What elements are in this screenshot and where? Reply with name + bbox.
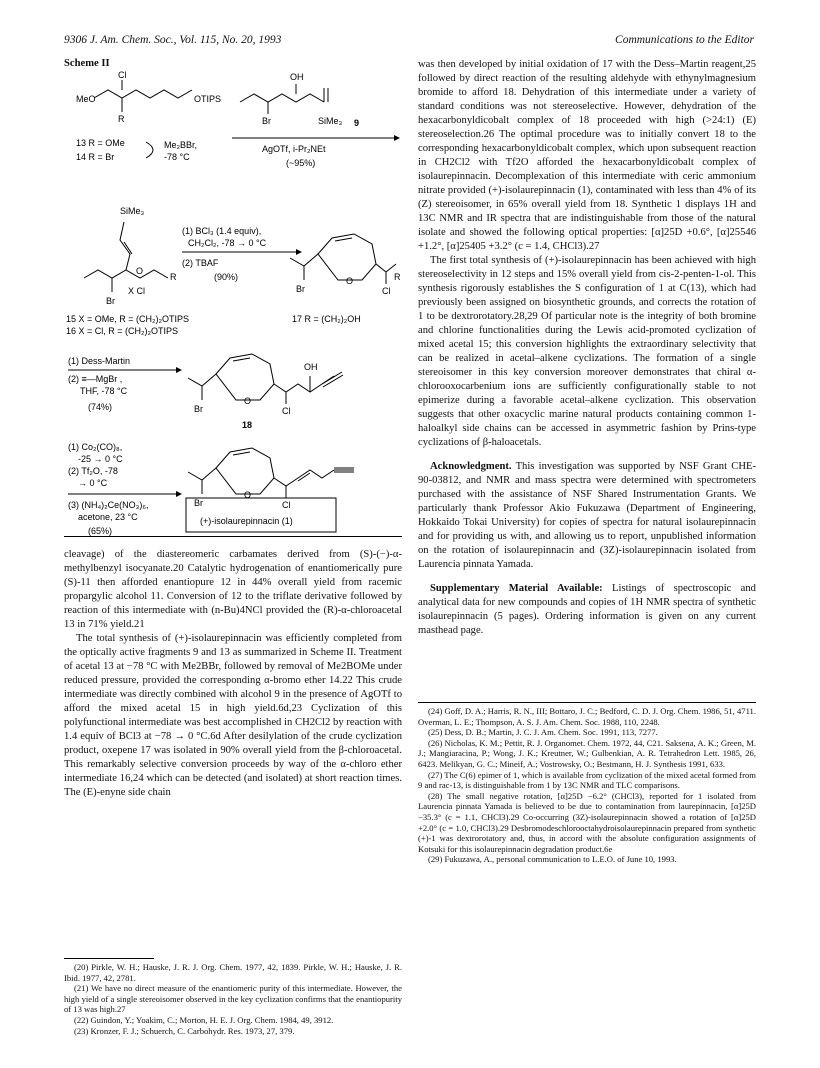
supplementary-title: Supplementary Material Available: bbox=[430, 583, 603, 594]
left-footnote-rule bbox=[64, 958, 154, 959]
reagent-acetone: acetone, 23 °C bbox=[78, 512, 138, 522]
structure-label-cl-18: Cl bbox=[282, 406, 291, 416]
right-column bbox=[418, 58, 756, 638]
structure-label-br-9: Br bbox=[262, 116, 271, 126]
structure-label-oh-18: OH bbox=[304, 362, 318, 372]
right-paragraph-1: was then developed by initial oxidation of 17 with the Dess–Martin reagent,25 followed by direct reaction of the resulting aldehyde with ethynylmagnesium bromide to afford 18. Dehydration of this intermediate under a variety of standard conditions was not stereoselective. However, dehydration of the hexacarbonyldicobalt complex of 18 proceeded with high (>24:1) (E) stereoselection.26 The optimal procedure was to initially convert 18 to the corresponding hexacarbonyldicobalt complex, which upon subsequent reaction in CH2Cl2 with Tf2O afforded the hexacarbonyldicobalt complex of isolaurepinnacin. Decomplexation of this intermediate with ceric ammonium nitrate provided (+)-isolaurepinnacin (1), contaminated with less than 4% of its (Z) stereoisomer, in 65% overall yield from 18. Synthetic 1 displays 1H and 13C NMR and IR spectra that are indistinguishable from those of the natural isolate and showed the following optical properties: [α]25D +0.6°, [α]25546 +1.2°, [α]25405 +3.2° (c = 1.4, CHCl3).27 bbox=[418, 59, 756, 252]
running-header-right: Communications to the Editor bbox=[615, 34, 754, 46]
reagent-temp-1: -78 °C bbox=[164, 152, 190, 162]
reagent-temp-4: -25 → 0 °C bbox=[78, 454, 123, 464]
acknowledgment bbox=[418, 460, 756, 572]
footnote-25: (25) Dess, D. B.; Martin, J. C. J. Am. Chem. Soc. 1991, 113, 7277. bbox=[428, 727, 658, 738]
right-footnote-rule bbox=[418, 702, 756, 703]
reagent-dess-martin: (1) Dess-Martin bbox=[68, 356, 131, 366]
structure-17 bbox=[290, 234, 396, 284]
compound-17-label: 17 R = (CH₂)₂OH bbox=[292, 314, 361, 324]
structure-label-r-17: R bbox=[394, 272, 401, 282]
scheme-bottom-rule bbox=[64, 536, 402, 537]
running-header-left: 9306 J. Am. Chem. Soc., Vol. 115, No. 20, 1993 bbox=[64, 34, 282, 46]
footnote-29: (29) Fukuzawa, A., personal communication to L.E.O. of June 10, 1993. bbox=[428, 854, 677, 865]
left-column bbox=[64, 548, 402, 800]
footnote-23: (23) Kronzer, F. J.; Schuerch, C. Carbohydr. Res. 1973, 27, 379. bbox=[74, 1025, 295, 1036]
reagent-me2bbr: Me₂BBr, bbox=[164, 140, 198, 150]
structure-label-o-final: O bbox=[244, 490, 252, 500]
structure-label-cl-17: Cl bbox=[382, 286, 391, 296]
structure-label-otips: OTIPS bbox=[194, 94, 222, 104]
structure-label-r: R bbox=[118, 114, 125, 124]
footnote-28: (28) The small negative rotation, [α]25D −6.2° (CHCl3), reported for 1 isolated from Laurencia pinnata Yamada is believed to be due to contamination from laurepinnacin, [α]25D −35.3° (c = 1.1, CHCl3).29 Co-occurring (3Z)-isolaurepinnacin showed a rotation of [α]25D +2.0° (c = 1.0, CHCl3).29 Desbromodeschlorooctahydroisolaurepinnacin prepared from synthetic (+)-1 was dextrorotatory and, thus, in accord with the absolute configuration assignments of Kotsuki for this isolaurepinnacin degradation product.6e bbox=[418, 790, 756, 854]
structure-label-br-final: Br bbox=[194, 498, 203, 508]
structure-15-16 bbox=[84, 222, 168, 292]
supplementary-material bbox=[418, 582, 756, 638]
scheme-figure bbox=[64, 58, 402, 536]
left-paragraph-2: The total synthesis of (+)-isolaurepinnacin was efficiently completed from the optically active fragments 9 and 13 as summarized in Scheme II. Treatment of acetal 13 at −78 °C with Me2BBr, followed by removal of Me2BOMe under reduced pressure, provided the corresponding α-bromo ether 14.22 This crude intermediate was directly combined with alcohol 9 in the presence of AgOTf to afford the mixed acetal 15 in high yield.6d,23 Cyclization of this polyfunctional intermediate was best accomplished in CH2Cl2 by reaction with 1.4 equiv of BCl3 at −78 → 0 °C.6d After desilylation of the crude cyclization product, oxepene 17 was isolated in 90% overall yield from the β-chloroacetal. This remarkably selective conversion proceeds by way of the α-chloro ether intermediate 16,24 which can be detected (and isolated) at short reaction times. The (E)-enyne side chain bbox=[64, 633, 402, 798]
structure-label-cl-final: Cl bbox=[282, 500, 291, 510]
acknowledgment-title: Acknowledgment. bbox=[430, 461, 512, 472]
structure-18 bbox=[188, 354, 343, 404]
structure-label-br-18: Br bbox=[194, 404, 203, 414]
structure-label-o-18: O bbox=[244, 396, 252, 406]
compound-14-label: 14 R = Br bbox=[76, 152, 115, 162]
reagent-co2co8: (1) Co₂(CO)₈, bbox=[68, 442, 123, 452]
footnote-21: (21) We have no direct measure of the enantiomeric purity of this intermediate. However, the high yield of a single stereoisomer observed in the key cyclization confirms that the enantiopurity of 13 was high.27 bbox=[64, 983, 402, 1015]
structure-label-sime3-9: SiMe₃ bbox=[318, 116, 343, 126]
reagent-yield-4: (65%) bbox=[88, 526, 113, 536]
structure-label-br-15: Br bbox=[106, 296, 115, 306]
left-footnotes bbox=[64, 962, 402, 1036]
structure-label-x-cl: X Cl bbox=[128, 286, 146, 296]
structure-label-r-15: R bbox=[170, 272, 177, 282]
compound-18-label: 18 bbox=[242, 420, 253, 430]
structure-label-br-17: Br bbox=[296, 284, 305, 294]
structure-label-o-17: O bbox=[346, 276, 354, 286]
reagent-can: (3) (NH₄)₂Ce(NO₃)₆, bbox=[68, 500, 149, 510]
right-footnotes bbox=[418, 706, 756, 865]
compound-15-label: 15 X = OMe, R = (CH₂)₂OTIPS bbox=[66, 314, 190, 324]
reagent-ch2cl2: CH₂Cl₂, -78 → 0 °C bbox=[188, 238, 267, 248]
reagent-yield-1: (~95%) bbox=[286, 158, 316, 168]
reagent-tbaf: (2) TBAF bbox=[182, 258, 219, 268]
structure-label-meo: MeO bbox=[76, 94, 96, 104]
reagent-thf: THF, -78 °C bbox=[80, 386, 128, 396]
reagent-yield-3: (74%) bbox=[88, 402, 113, 412]
structure-isolaurepinnacin bbox=[188, 448, 354, 498]
final-product-label: (+)-isolaurepinnacin (1) bbox=[200, 516, 293, 526]
right-paragraph-2: The first total synthesis of (+)-isolaurepinnacin has been achieved with high stereoselectivity in 12 steps and 15% overall yield from cis-2-penten-1-ol. This synthesis rigorously establishes the S configuration of 1 at C(13), which had previously been assigned on biosynthetic grounds, and corrects the rotation of 1 to be dextrorotatory.28,29 Of particular note is the integrity of both bromine and chlorine functionalities during the Lewis acid-promoted cyclization of mixed acetal 15; this conversion highlights the extraordinary selectivity that can be realized in acetal–alkene cyclizations. The formation of a single stereoisomer in this key conversion moreover demonstrates that chiral α-chlorooxocarbenium ions are sufficiently configurationally stable to not epimerize during a favorable acetal–alkene cyclization. This observation suggests that other oxacyclic marine natural products containing common 1-haloalkyl side chains can be accessed in asymmetric fashion by Prins-type cyclizations of β-haloacetals. bbox=[418, 255, 756, 448]
scheme-title: Scheme II bbox=[64, 58, 110, 69]
structure-label-cl-top: Cl bbox=[118, 70, 127, 80]
footnote-20: (20) Pirkle, W. H.; Hauske, J. R. J. Org. Chem. 1977, 42, 1839. Pirkle, W. H.; Hauske, J. R. Ibid. 1977, 42, 2781. bbox=[64, 962, 402, 983]
reagent-mgbr: (2) ≡—MgBr , bbox=[68, 374, 123, 384]
left-paragraph-1: cleavage) of the diastereomeric carbamates derived from (S)-(−)-α-methylbenzyl isocyanate.20 Catalytic hydrogenation of enantiomerically pure (S)-11 then afforded enantiopure 12 in 44% overall yield from racemic propargylic alcohol 11. Conversion of 12 to the triflate derivative followed by reaction of this intermediate with (n-Bu)4NCl provided the (R)-α-chloroacetal 13 in 71% yield.21 bbox=[64, 549, 402, 630]
compound-16-label: 16 X = Cl, R = (CH₂)₂OTIPS bbox=[66, 326, 179, 336]
footnote-26: (26) Nicholas, K. M.; Pettit, R. J. Organomet. Chem. 1972, 44, C21. Saksena, A. K.; Green, M. J.; Mangiaracina, P.; Wong, J. K.; Kreutner, W.; Gulbenkian, A. R. Tetrahedron Lett. 1985, 26, 6423. Melikyan, G. C.; Mineif, A.; Vostrowsky, O.; Bestmann, H. J. Synthesis 1991, 633. bbox=[418, 737, 756, 769]
structure-label-oh: OH bbox=[290, 72, 304, 82]
reagent-bcl3: (1) BCl₃ (1.4 equiv), bbox=[182, 226, 262, 236]
structure-13-14 bbox=[94, 80, 192, 112]
structure-label-sime3-15: SiMe₃ bbox=[120, 206, 145, 216]
reagent-agotf: AgOTf, i-Pr₂NEt bbox=[262, 144, 326, 154]
reagent-tf2o: (2) Tf₂O, -78 bbox=[68, 466, 118, 476]
reagent-yield-2: (90%) bbox=[214, 272, 239, 282]
acknowledgment-text: This investigation was supported by NSF Grant CHE-90-03812, and NMR and mass spectra were determined with spectrometers purchased with the assistance of NSF Shared Instrumentation Grants. We particularly thank Professor Akio Fukuzawa (Department of Engineering, Hokkaido Tokai University) for copies of spectra for natural isolaurepinnacin and for providing us with, and allowing us to report, unpublished information on the rotation of isolaurepinnacin and (3Z)-isolaurepinnacin isolated from Laurencia pinnata Yamada. bbox=[418, 461, 756, 570]
footnote-27: (27) The C(6) epimer of 1, which is available from cyclization of the mixed acetal formed from 9 and rac-13, is distinguishable from 1 by 13C NMR and TLC comparisons. bbox=[418, 769, 756, 791]
structure-9 bbox=[240, 84, 328, 114]
structure-label-o-15: O bbox=[136, 266, 144, 276]
footnote-22: (22) Guindon, Y.; Yoakim, C.; Morton, H. E. J. Org. Chem. 1984, 49, 3912. bbox=[74, 1014, 334, 1025]
footnote-24: (24) Goff, D. A.; Harris, R. N., III; Bottaro, J. C.; Bedford, C. D. J. Org. Chem. 1986, 51, 4711. Overman, L. E.; Thompson, A. S. J. Am. Chem. Soc. 1988, 110, 2248. bbox=[418, 706, 756, 727]
reagent-temp-5: → 0 °C bbox=[78, 478, 108, 488]
structure-label-9: 9 bbox=[354, 118, 360, 128]
scheme-structures bbox=[64, 58, 402, 536]
supplementary-text: Listings of spectroscopic and analytical data for new compounds and copies of 1H NMR spectra of synthetic isolaurepinnacin (5 pages). Ordering information is given on any current masthead page. bbox=[418, 583, 756, 636]
compound-13-label: 13 R = OMe bbox=[76, 138, 125, 148]
